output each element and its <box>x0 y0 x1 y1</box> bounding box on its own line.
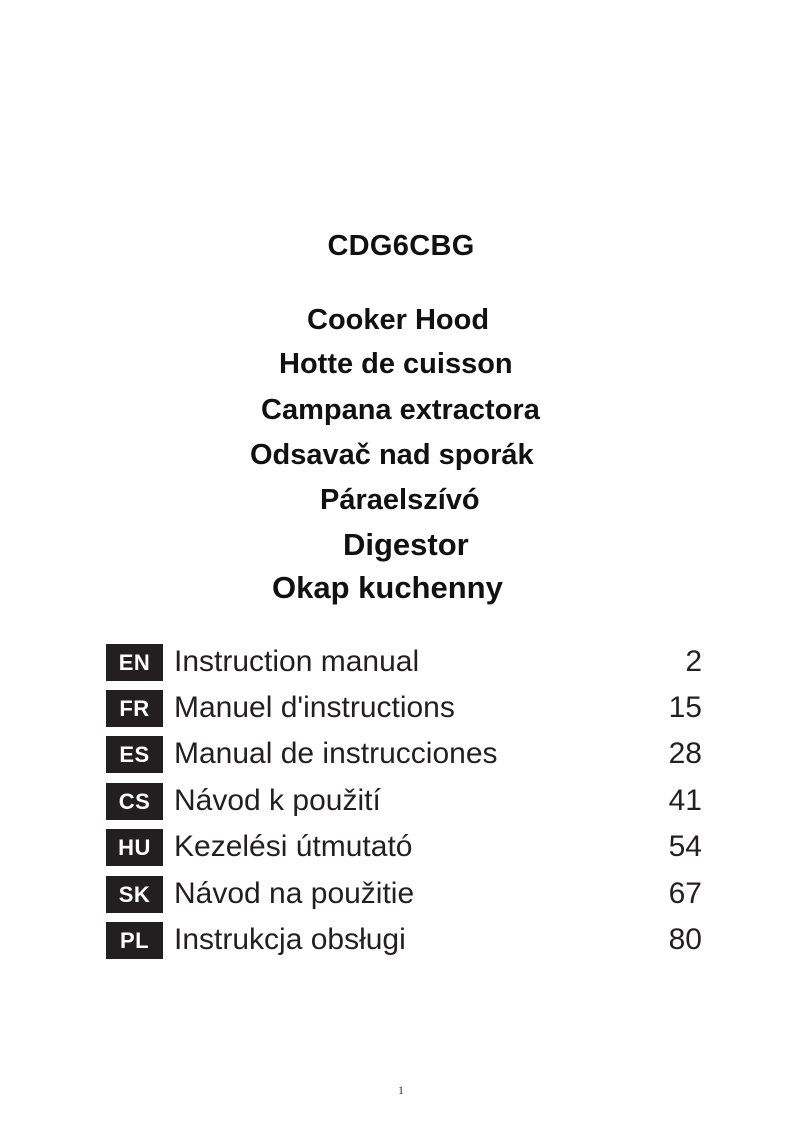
toc-page-number: 2 <box>685 645 702 678</box>
language-badge: FR <box>106 690 163 727</box>
page-number: 1 <box>398 1083 404 1097</box>
toc-entry-es[interactable] <box>106 736 706 773</box>
toc-label: Manual de instrucciones <box>174 737 498 770</box>
toc-entry-pl[interactable] <box>106 922 706 959</box>
product-title-en: Cooker Hood <box>307 304 490 336</box>
toc-entry-fr[interactable] <box>106 690 706 727</box>
product-title-cs: Odsavač nad sporák <box>250 439 534 471</box>
toc-entry-hu[interactable] <box>106 829 706 866</box>
toc-entry-cs[interactable] <box>106 783 706 820</box>
language-badge: PL <box>106 922 163 959</box>
language-badge: EN <box>106 644 163 681</box>
language-badge: ES <box>106 736 163 773</box>
toc-label: Kezelési útmutató <box>174 830 413 863</box>
model-number: CDG6CBG <box>327 230 475 262</box>
toc-page-number: 54 <box>668 830 702 863</box>
product-title-es: Campana extractora <box>261 394 540 426</box>
product-title-pl: Okap kuchenny <box>272 570 503 605</box>
language-badge: CS <box>106 783 163 820</box>
product-title-sk: Digestor <box>343 527 469 562</box>
toc-entry-sk[interactable] <box>106 876 706 913</box>
toc-label: Instrukcja obsługi <box>174 923 406 956</box>
toc-page-number: 67 <box>668 877 702 910</box>
product-title-hu: Páraelszívó <box>320 484 480 516</box>
toc-page-number: 80 <box>668 923 702 956</box>
toc-page-number: 41 <box>668 784 702 817</box>
product-title-fr: Hotte de cuisson <box>279 348 513 380</box>
toc-page-number: 28 <box>668 737 702 770</box>
toc-page-number: 15 <box>668 691 702 724</box>
language-badge: SK <box>106 876 163 913</box>
toc-label: Manuel d'instructions <box>174 691 455 724</box>
toc-entry-en[interactable] <box>106 644 706 681</box>
toc-label: Instruction manual <box>174 645 420 678</box>
language-badge: HU <box>106 829 163 866</box>
toc-label: Návod na použitie <box>174 877 415 910</box>
toc-label: Návod k použití <box>174 784 381 817</box>
